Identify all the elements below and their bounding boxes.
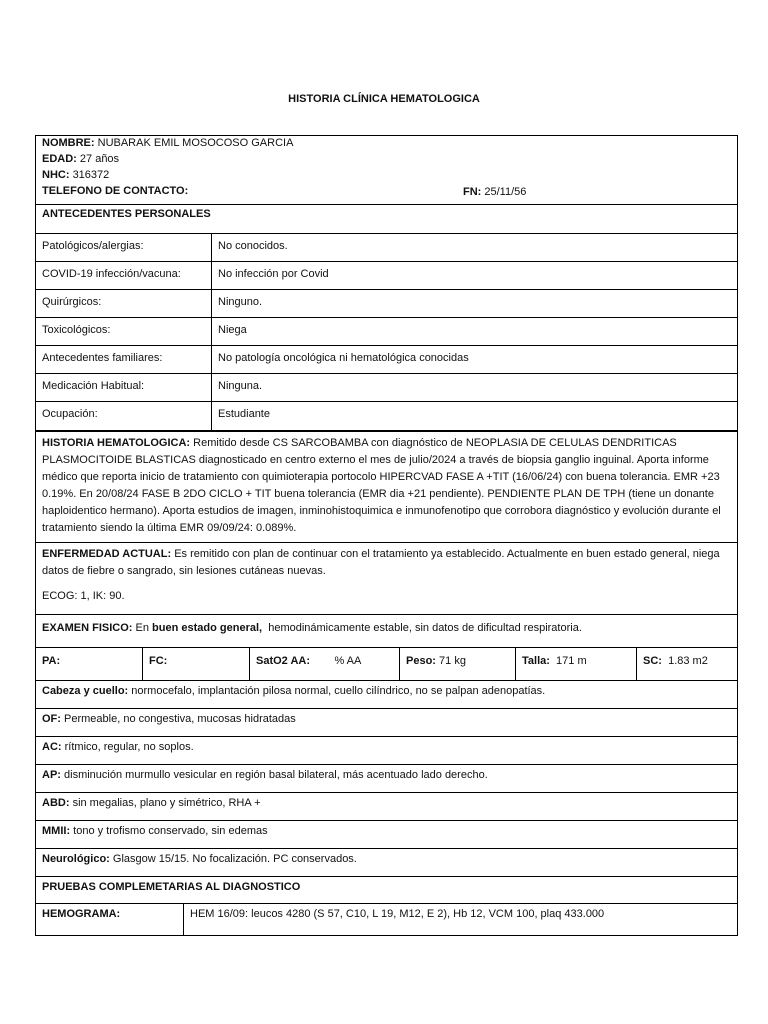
sc-cell [637, 648, 737, 680]
exam-label: Neurológico: [42, 853, 110, 865]
table-row [36, 373, 737, 401]
historia-text: Remitido desde CS SARCOBAMBA con diagnóstico de NEOPLASIA DE CELULAS DENDRITICAS PLASMOCITOIDE BLASTICAS diagnosticado en centro externo el mes de julio/2024 a través de biopsia ganglio inguinal. Aporta informe médico que reporta inicio de tratamiento con quimioterapia portocolo HIPERCVAD FASE A +TIT (16/06/24) con buena tolerancia. EMR +23 0.19%. En 20/08/24 FASE B 2DO CICLO + TIT buena tolerancia (EMR dia +21 pendiente). PENDIENTE PLAN DE TPH (tiene un donante haploidentico hermano). Aporta estudios de imagen, inminohistoquimica e inmunofenotipo que corrobora diagnóstico y evolución durante el tratamiento siendo la última EMR 09/09/24: 0.089%. [42, 437, 721, 534]
examen-text: hemodinámicamente estable, sin datos de dificultad respiratoria. [268, 622, 582, 634]
hemograma-label: HEMOGRAMA: [36, 904, 184, 935]
sato2-label: SatO2 AA: [256, 655, 310, 667]
exam-text: rítmico, regular, no soplos. [64, 741, 194, 753]
exam-row-of [36, 708, 737, 736]
sato2-cell [250, 648, 400, 680]
antecedente-value: No conocidos. [218, 240, 288, 252]
antecedente-label: Toxicológicos: [36, 318, 212, 345]
patient-fn: 25/11/56 [484, 186, 527, 198]
age-label: EDAD: [42, 153, 77, 165]
vital-signs-row [36, 647, 737, 680]
exam-label: MMII: [42, 825, 71, 837]
exam-label: OF: [42, 713, 61, 725]
antecedentes-section [36, 204, 737, 430]
exam-row-cabeza [36, 680, 737, 708]
hemograma-row [36, 903, 737, 935]
peso-label: Peso: [406, 655, 436, 667]
examen-bold-text: buen estado general, [152, 622, 263, 634]
exam-text: disminución murmullo vesicular en región basal bilateral, más acentuado lado derecho. [64, 769, 488, 781]
antecedente-value: No patología oncológica ni hematológica conocidas [218, 352, 469, 364]
historia-hematologica [36, 430, 737, 542]
antecedente-label: Patológicos/alergias: [36, 234, 212, 261]
phone-label: TELEFONO DE CONTACTO: [42, 185, 189, 197]
examen-prefix: En [135, 622, 149, 634]
peso-value: 71 kg [439, 655, 466, 667]
exam-text: Glasgow 15/15. No focalización. PC conservados. [112, 853, 357, 865]
exam-text: tono y trofismo conservado, sin edemas [73, 825, 268, 837]
antecedente-label: Antecedentes familiares: [36, 346, 212, 373]
enfermedad-label: ENFERMEDAD ACTUAL: [42, 548, 172, 560]
exam-label: ABD: [42, 797, 70, 809]
antecedente-value: Ninguno. [218, 296, 263, 308]
fc-cell [143, 648, 250, 680]
exam-text: normocefalo, implantación pilosa normal, cuello cilíndrico, no se palpan adenopatías. [131, 685, 546, 697]
patient-info [36, 136, 737, 204]
exam-row-neuro [36, 848, 737, 876]
antecedente-label: Ocupación: [36, 402, 212, 430]
antecedente-value: Niega [218, 324, 247, 336]
exam-row-abd [36, 792, 737, 820]
fn-label: FN: [463, 186, 482, 198]
table-row [36, 317, 737, 345]
table-row [36, 345, 737, 373]
talla-cell [516, 648, 637, 680]
sato2-unit: % AA [334, 655, 362, 667]
antecedente-value: Estudiante [218, 408, 270, 420]
enfermedad-text: Es remitido con plan de continuar con el tratamiento ya establecido. Actualmente en buen estado general, niega datos de fiebre o sangrado, sin lesiones cutáneas nuevas. [42, 548, 720, 577]
exam-label: AC: [42, 741, 62, 753]
talla-value: 171 m [556, 655, 587, 667]
pruebas-header: PRUEBAS COMPLEMETARIAS AL DIAGNOSTICO [36, 876, 737, 903]
examen-label: EXAMEN FISICO: [42, 622, 133, 634]
antecedente-label: Quirúrgicos: [36, 290, 212, 317]
nhc-label: NHC: [42, 169, 70, 181]
clinical-history-form [35, 135, 738, 936]
pa-cell [36, 648, 143, 680]
table-row [36, 261, 737, 289]
hemograma-value: HEM 16/09: leucos 4280 (S 57, C10, L 19, M12, E 2), Hb 12, VCM 100, plaq 433.000 [190, 908, 605, 920]
document-title: HISTORIA CLÍNICA HEMATOLOGICA [288, 93, 480, 105]
patient-age: 27 años [79, 153, 120, 165]
exam-text: Permeable, no congestiva, mucosas hidratadas [64, 713, 296, 725]
peso-cell [400, 648, 516, 680]
antecedente-value: Ninguna. [218, 380, 263, 392]
antecedente-value: No infección por Covid [218, 268, 329, 280]
exam-row-ap [36, 764, 737, 792]
patient-name: NUBARAK EMIL MOSOCOSO GARCIA [97, 137, 294, 149]
exam-text: sin megalias, plano y simétrico, RHA + [72, 797, 261, 809]
table-row [36, 289, 737, 317]
exam-label: AP: [42, 769, 61, 781]
antecedente-label: Medicación Habitual: [36, 374, 212, 401]
table-row [36, 233, 737, 261]
ecog-text: ECOG: 1, IK: 90. [42, 590, 125, 602]
exam-row-ac [36, 736, 737, 764]
antecedente-label: COVID-19 infección/vacuna: [36, 262, 212, 289]
exam-label: Cabeza y cuello: [42, 685, 129, 697]
sc-label: SC: [643, 655, 662, 667]
talla-label: Talla: [522, 655, 550, 667]
antecedentes-header: ANTECEDENTES PERSONALES [42, 208, 211, 220]
historia-label: HISTORIA HEMATOLOGICA: [42, 437, 191, 449]
patient-nhc: 316372 [72, 169, 110, 181]
enfermedad-actual [36, 542, 737, 614]
pa-label: PA: [42, 655, 61, 667]
sc-value: 1.83 m2 [668, 655, 708, 667]
fc-label: FC: [149, 655, 168, 667]
table-row [36, 401, 737, 430]
name-label: NOMBRE: [42, 137, 95, 149]
examen-fisico [36, 614, 737, 647]
exam-row-mmii [36, 820, 737, 848]
